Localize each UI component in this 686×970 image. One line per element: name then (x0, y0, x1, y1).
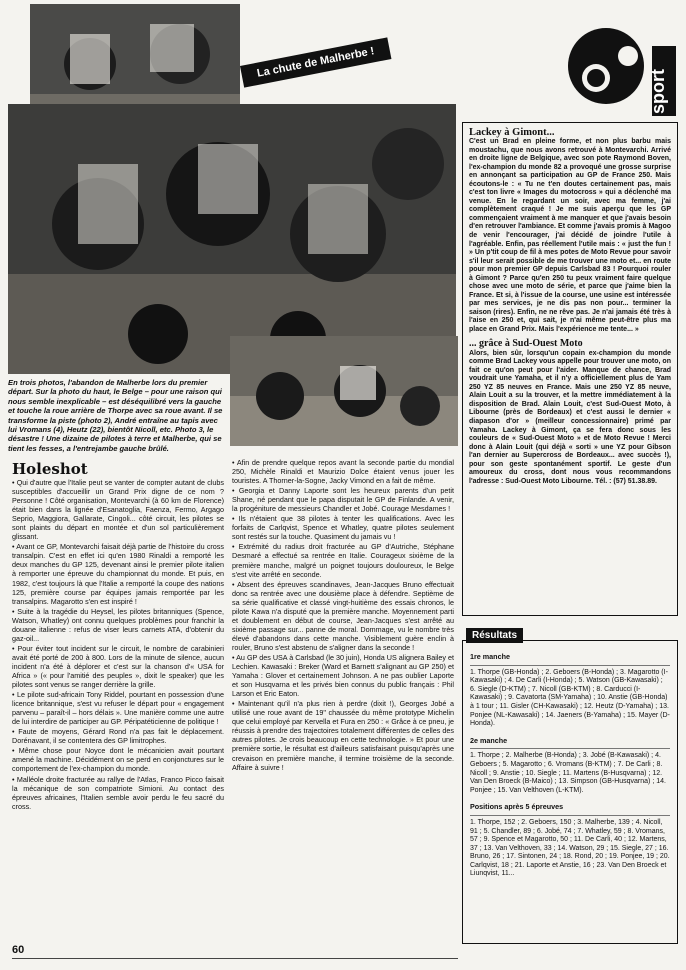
photo-bottom (230, 336, 458, 446)
sudouest-text: Alors, bien sûr, lorsqu'un copain ex-champion du monde comme Brad Lackey vous appelle pour trouver une moto, on fait ce qu'on peut pour l'aider. Manque de chance, Brad voudrait une Yamaha, et il n'y a officiellement plus de Yam 250 YZ 85 neuves en France. Mais une 250 YZ 85 neuve, Alain Louit a su la trouver, et la mettre immédiatement à la disposition de Brad. Alain Louit, c'est Sud-Ouest Moto, à Libourne (près de Bordeaux) et c'est aussi le dernier « diapason d'or » (meilleur concessionnaire) primé par Yamaha. Lackey à Gimont, ça se fera donc sous les couleurs de « Sud-Ouest Moto » et de Moto Revue ! Merci donc à Alain Louit (qui déjà « sorti » une YZ pour Gibson l'an dernier au Supercross de Bordeaux... avec succès !), pour son geste spontanément sportif. Le geste d'un amoureux du cross, dont nous vous recommandons l'adresse : Sud-Ouest Moto Libourne. Tél. : (57) 51.38.89. (469, 349, 671, 485)
holeshot-paragraph: • Au GP des USA à Carlsbad (le 30 juin), Honda US alignera Bailey et Lechien. Kawasaki : Breker (Ward et Barnett s'alignant au GP 250) et Yamaha : Glover et certainement Johnson. A ne pas oublier Laporte et son Husqvarna et les privés bien connus du public français : Phil Larson et Eric Eaton. (232, 652, 454, 699)
holeshot-paragraph: • Extrémité du radius droit fracturée au GP d'Autriche, Stéphane Desmaré a effectué sa rentrée en Italie. Courageux sixième de la première manche, malgré un poignet toujours douloureux, le Belge s'est vite arrêté en seconde. (232, 542, 454, 579)
photo-banner: La chute de Malherbe ! (240, 37, 391, 87)
holeshot-column-2 (232, 458, 454, 773)
lackey-text: C'est un Brad en pleine forme, et non plus barbu mais moustachu, que nous avons retrouvé à Montevarchi. Arrivé en droite ligne de Belgique, avec son pote Raymond Boven, l'ex-champion du monde 82 a provoqué une grosse surprise en annonçant sa participation au GP de France 250. Mais écoutons-le : « Tu ne t'en doutes certainement pas, mais c'est ton livre « Images du motocross » qui a déclenché ma venue. En le regardant un soir, avec ma femme, j'ai complètement craqué ! Je me suis aperçu que les GP commençaient vraiment à me manquer et que j'avais besoin d'en retrouver l'ambiance. Et comme j'avais promis à Magoo de venir l'encourager, j'ai décidé de joindre l'utile à l'agréable. Enfin, pas réellement l'utile mais : « just the fun ! » Un p'tit coup de fil à mes potes de Moto Revue pour savoir s'il leur serait possible de me trouver une moto et... en route pour mon premier GP depuis Carlsbad 83 ! Pourquoi rouler à Gimont ? Parce qu'en 250 tu peux vraiment faire quelque chose avec une moto de série, et parce que j'aime bien la France. Et si, à l'issue de la course, une usine est intéressée par mes services, je ne dis pas non pour... terminer la saison (rires). Enfin, ne ne rêve pas. Je n'ai jamais été très à l'aise en 250 et, qui sait, je n'ai même peut-être plus ma place en Grand Prix. Mais l'expérience me tente... » (469, 138, 671, 334)
holeshot-title: Holeshot (12, 460, 88, 478)
lackey-box (462, 122, 678, 616)
results-positions-title: Positions après 5 épreuves (470, 802, 564, 812)
holeshot-paragraph: • Ils n'étaient que 38 pilotes à tenter les qualifications. Avec les forfaits de Carlqvist, Spence et Whatley, quatre pilotes seulement sont restés sur la touche. Quasiment du jamais vu ! (232, 514, 454, 542)
holeshot-paragraph: • Avant ce GP, Montevarchi faisait déjà partie de l'histoire du cross transalpin. C'est en effet ici qu'en 1980 Rinaldi a remporté les deux manches du GP 125, devenant ainsi le premier pilote italien à remporter une épreuve du championnat du monde. Et puis, en 1982, c'est toujours là que l'Italie a remporté la coupe des nations 125, première course par équipes jamais remportée par les transalpins. Magarotto s'en est inspiré ! (12, 542, 224, 606)
results-manche1-title: 1re manche (470, 652, 510, 661)
holeshot-paragraph: • Suite à la tragédie du Heysel, les pilotes britanniques (Spence, Watson, Whatley) ont connu quelques problèmes pour franchir la douane italienne : refus de viser leurs carnets ATA, d'obtenir du gaz-oil... (12, 606, 224, 643)
results-manche2: 1. Thorpe ; 2. Malherbe (B-Honda) ; 3. Jobé (B-Kawasaki) ; 4. Geboers ; 5. Magarotto ; 6. Vromans (B-KTM) ; 7. De Carli ; 8. Nicoll ; 9. Anstie ; 10. Siegle ; 11. Martens (B-Husqvarna) ; 12. Van Den Broeck (B-Maico) ; 13. Simpson (GB-Husqvarna) ; 14. Ponjee ; 15. Van Velthoven (L-KTM). (470, 752, 666, 794)
photo-middle (8, 104, 456, 374)
holeshot-paragraph: • Pour éviter tout incident sur le circuit, le nombre de carabinieri avait été porté de 200 à 800. Lors de la minute de silence, aucun incident n'a été à déplorer et c'est sur la chanson d'« USA for Africa » (« pour l'amitié des peuples », dixit le speaker) que les pilotes sont venus se ranger derrière la grille. (12, 643, 224, 690)
sport-logo-text: sport (648, 69, 668, 114)
holeshot-paragraph: • Absent des épreuves scandinaves, Jean-Jacques Bruno effectuait donc sa rentrée avec une dousième place à défendre. Septième de sa série qualificative et classé vingt-huitième des essais chronos, le pilote Kawa n'a disputé que la première manche. Moyennement parti et doublement en début de course, Jean-Jacques s'est arrêté au sixième passage sur... panne de moral. Dommage, vu le nombre très élevé d'abandons dans cette manche. Visiblement guère enclin à rouler, Bruno s'est abstenu de s'aligner dans la seconde ! (232, 579, 454, 652)
holeshot-paragraph: • Maintenant qu'il n'a plus rien à perdre (dixit !), Georges Jobé a utilisé une roue avant de 19" chaussée du même prototype Michelin que celui employé par Kervella et Fura en 250 : « Grâce à ce pneu, je réussis à prendre des trajectoires totalement différentes de celles des autres pilotes. Je crois beaucoup en cette technologie. » Et pour une première sortie, le résultat est d'ailleurs satisfaisant puisqu'après une crevaison en première manche, il termine troisième de la seconde. Affaire à suivre ! (232, 699, 454, 772)
page-number: 60 (12, 944, 25, 956)
holeshot-paragraph: • Georgia et Danny Laporte sont les heureux parents d'un petit Shane, né pendant que le papa disputait le GP de Finlande. A venir, la progéniture de messieurs Chandler et Jobé. Courage Mesdames ! (232, 486, 454, 514)
results-title: Résultats (466, 628, 523, 643)
results-manche1: 1. Thorpe (GB-Honda) ; 2. Geboers (B-Honda) ; 3. Magarotto (I-Kawasaki) ; 4. De Carli (I-Honda) ; 5. Watson (GB-Kawasaki) ; 6. Siegle (D-KTM) ; 7. Nicoll (GB-KTM) ; 8. Carducci (I-Kawasaki) ; 9. Cavatorta (SM-Yamaha) ; 10. Anstie (GB-Honda) à 1 tour ; 11. Gisler (CH-Kawasaki) ; 12. Heutz (D-Yamaha) ; 13. Ponjee (NL-Kawasaki) ; 14. Jaeners (B-Yamaha) ; 15. Mayer (D-Honda). (470, 668, 670, 728)
sudouest-title: ... grâce à Sud-Ouest Moto (469, 337, 583, 349)
results-positions: 1. Thorpe, 152 ; 2. Geboers, 150 ; 3. Malherbe, 139 ; 4. Nicoll, 91 ; 5. Chandler, 89 ; 6. Jobé, 74 ; 7. Whatley, 59 ; 8. Vromans, 57 ; 9. Spence et Magarotto, 50 ; 11. De Carli, 40 ; 12. Martens, 37 ; 13. Van Velthoven, 33 ; 14. Watson, 29 ; 15. Siegle, 27 ; 16. Bruno, 26 ; 17. Sintonen, 24 ; 18. Rond, 20 ; 19. Ponjee, 19 ; 20. Carlqvist, 18 ; 21. Laporte et Anstie, 16 ; 23. Van Den Broeck et Liunqvist, 11... (470, 818, 670, 878)
holeshot-paragraph: • Le pilote sud-africain Tony Riddel, pourtant en possession d'une licence britannique, s'est vu refuser le départ pour « engagement parvenu – paraît-il – hors délais ». Une manière comme une autre de lui interdire de participer au GP. Péripatéticienne de politique ! (12, 690, 224, 727)
lackey-title: Lackey à Gimont... (469, 127, 555, 138)
sport-logo (556, 6, 680, 120)
divider (470, 815, 670, 816)
holeshot-paragraph: • Afin de prendre quelque repos avant la seconde partie du mondial 250, Michèle Rinaldi et Maurizio Dolce étaient venus jouer les touristes. A Thorner-la-Sogne, Jacky Vimond en a fait de même. (232, 458, 454, 486)
photo-caption: En trois photos, l'abandon de Malherbe lors du premier départ. Sur la photo du haut, le Belge – pour une raison qui nous semble inexplicable – est déséquilibré vers la gauche et touche la roue arrière de Thorpe avec sa roue avant. Il se transforme la piste (photo 2), André entraîne au tapis avec lui Vromans (4), Heutz (22), bientôt Nicoll, etc. Photo 3, le désastre ! Une dizaine de pilotes à terre et Malherbe, qui se tient les fesses, a l'entrejambe gauche brûlé. (8, 378, 223, 453)
holeshot-column-1 (12, 478, 224, 812)
results-box (462, 640, 678, 944)
footer-rule (12, 958, 458, 959)
holeshot-paragraph: • Faute de moyens, Gérard Rond n'a pas fait le déplacement. Dorénavant, il se contentera des GP limitrophes. (12, 727, 224, 746)
divider (470, 748, 670, 749)
divider (470, 665, 670, 666)
holeshot-paragraph: • Qui d'autre que l'Italie peut se vanter de compter autant de clubs susceptibles d'accueillir un Grand Prix digne de ce nom ? Personne ! Côté organisation, Montevarchi (à 60 km de Florence) était bien dans la lignée d'Esanatoglia, Faenza, Fermo, Argago Seprio, Maggiora, Gallarate, Cingoli... côté circuit, les pilotes se sont plaints du départ en montée et d'un sol particulièrement glissant. (12, 478, 224, 542)
holeshot-paragraph: • Même chose pour Noyce dont le mécanicien avait pourtant amené la machine. Décidément on se perd en conjonctures sur le comportement de l'ex-champion du monde. (12, 746, 224, 774)
holeshot-paragraph: • Malléole droite fracturée au rallye de l'Atlas, Franco Picco faisait la mécanique de son compatriote Simioni. Au contact des épreuves africaines, l'Italien semble avoir perdu le feu sacré du cross. (12, 774, 224, 811)
results-manche2-title: 2e manche (470, 735, 508, 745)
